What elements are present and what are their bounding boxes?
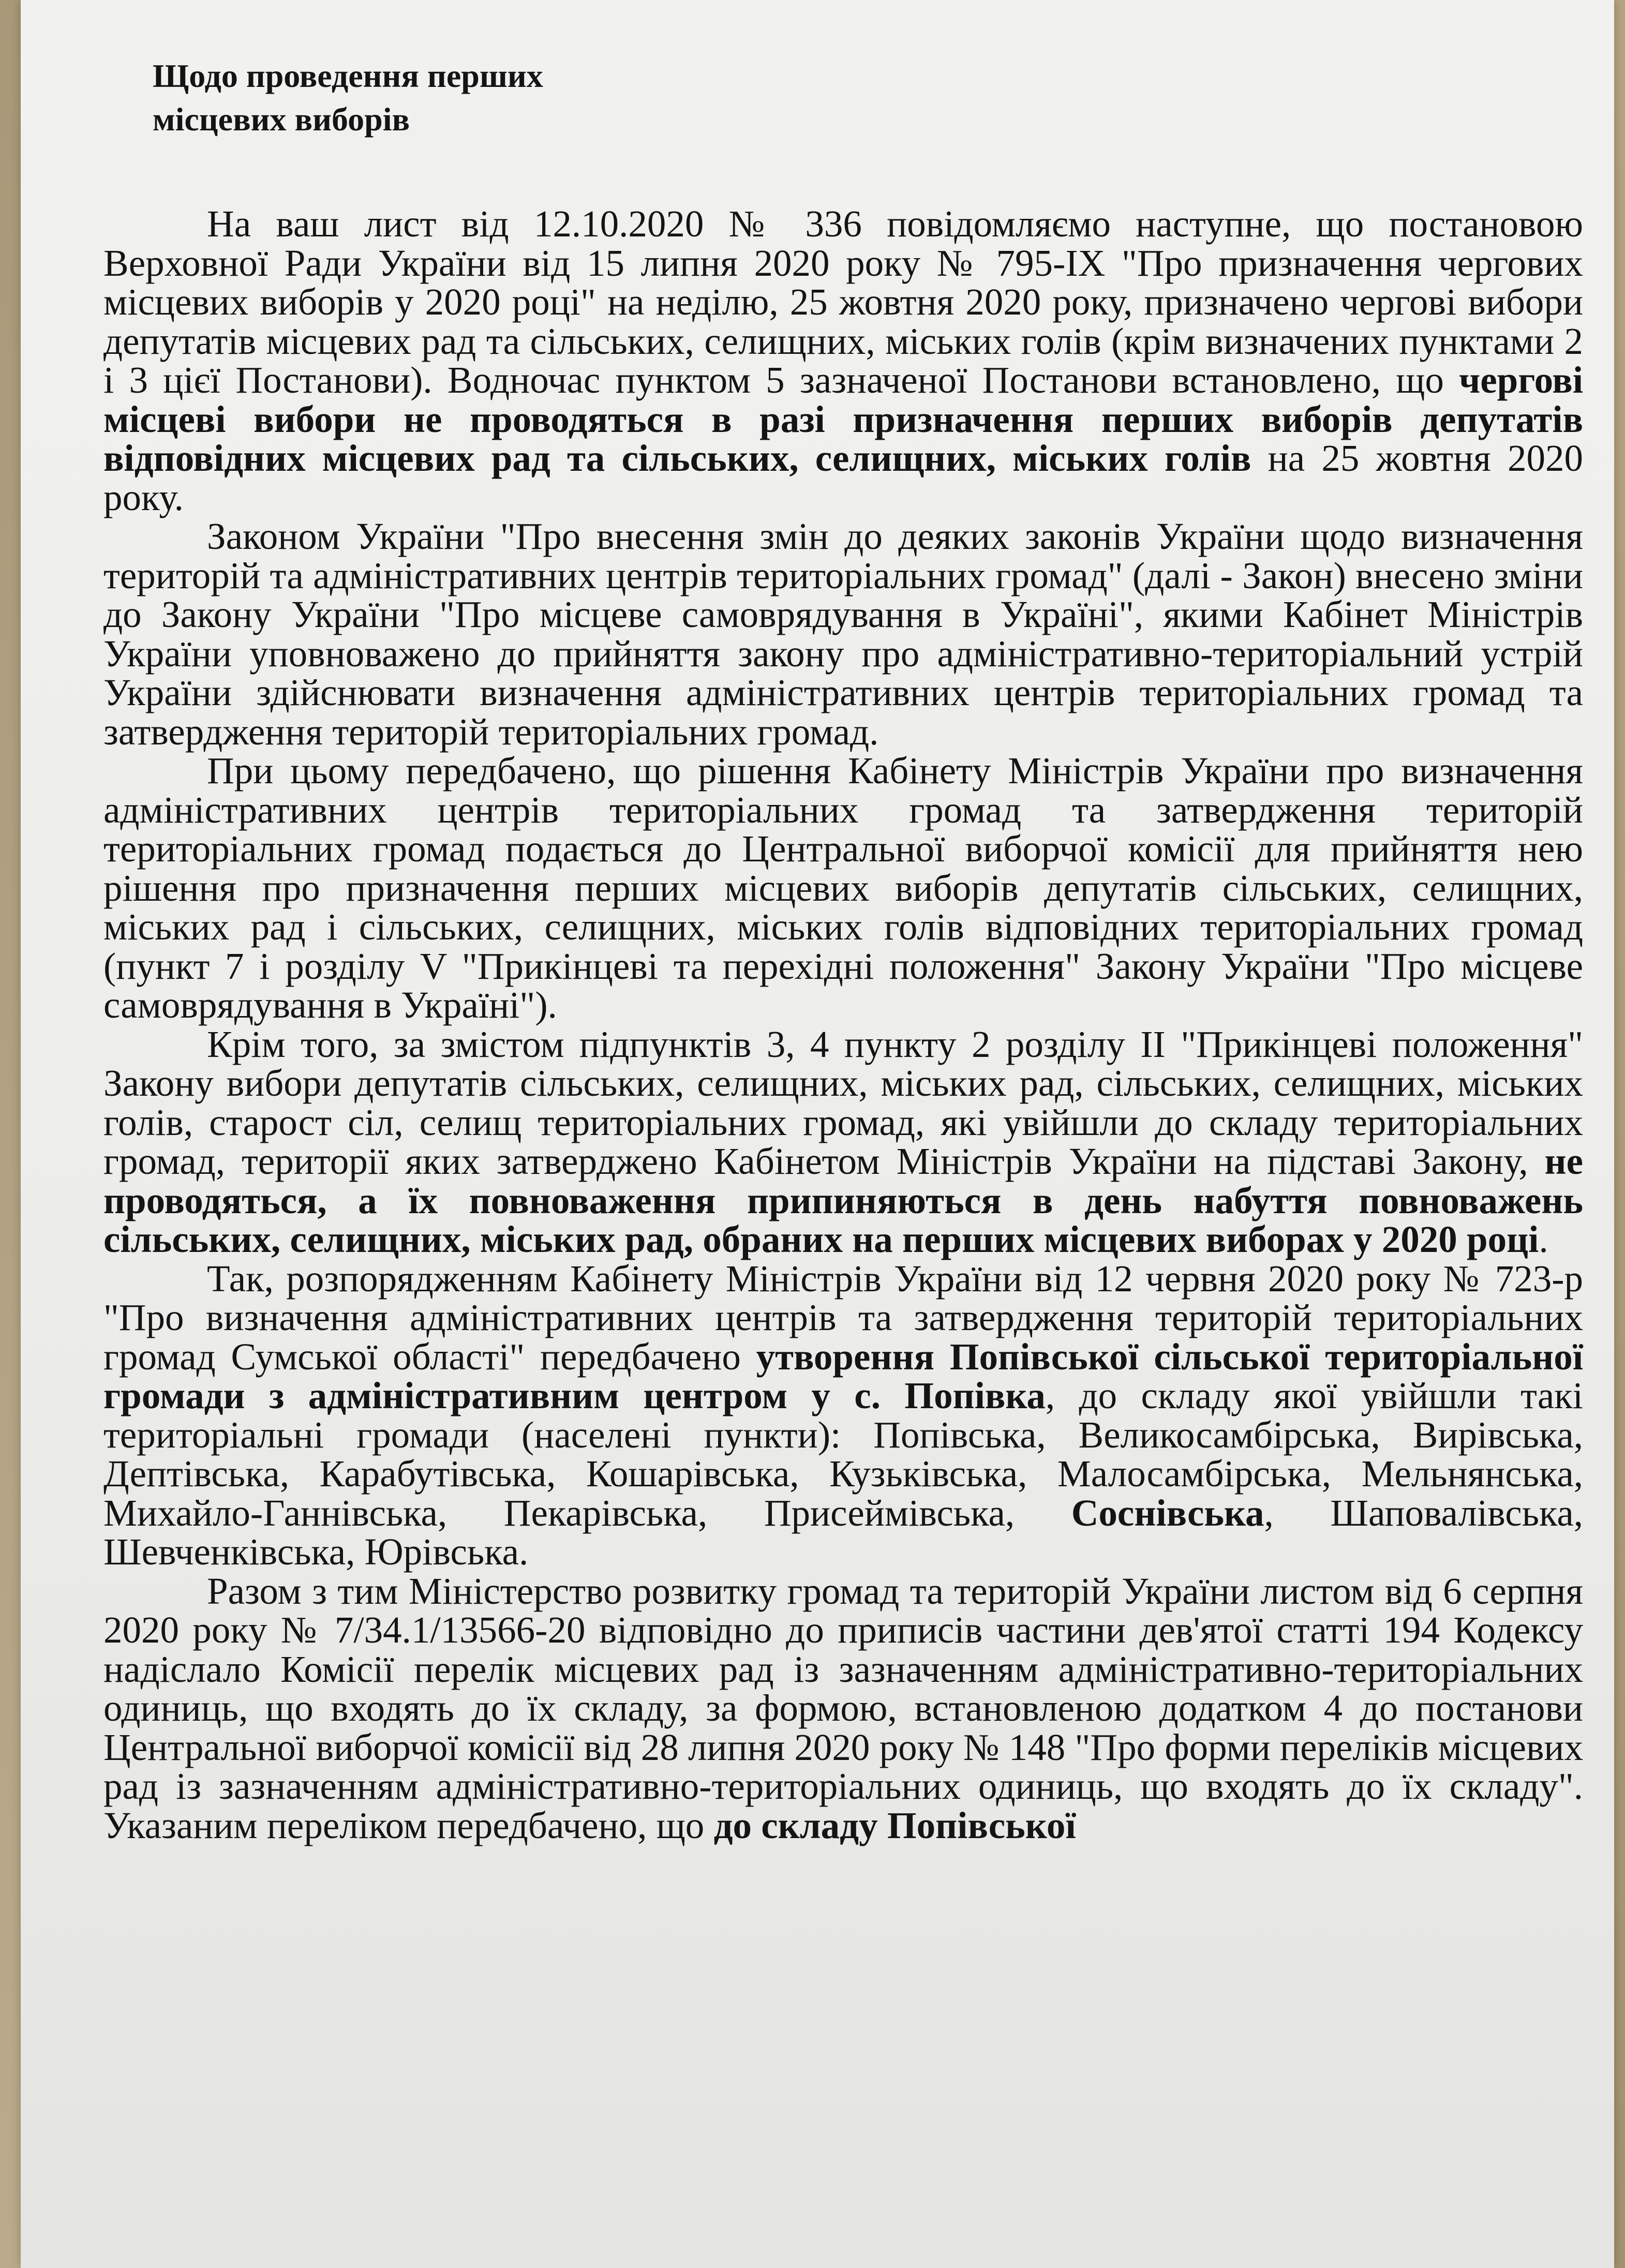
paragraph-4-tail: .: [1539, 1218, 1548, 1260]
paragraph-4-emphasis: не проводяться, а їх повноваження припиняються в день набуття повноважень сільських, селищних, міських рад, обраних на перших місцевих виборах у 2020 році: [103, 1140, 1583, 1260]
subject-line-2: місцевих виборів: [153, 101, 410, 138]
paragraph-4-text: Крім того, за змістом підпунктів 3, 4 пункту 2 розділу II "Прикінцеві положення" Закону вибори депутатів сільських, селищних, міських рад, сільських, селищних, міських голів, старост сіл, селищ територіальних громад, які увійшли до складу територіальних громад, території яких затверджено Кабінетом Міністрів України на підставі Закону,: [103, 1023, 1583, 1182]
paragraph-1-tail: на 25 жовтня 2020 року.: [103, 437, 1583, 518]
document-page: [21, 0, 1614, 2268]
paragraph-4: [103, 1025, 1583, 1259]
letter-body: [103, 204, 1583, 1845]
paragraph-1-emphasis: чергові місцеві вибори не проводяться в разі призначення перших виборів депутатів відповідних місцевих рад та сільських, селищних, міських голів: [103, 359, 1583, 479]
paragraph-6-emphasis: до складу Попівської: [713, 1804, 1076, 1846]
paragraph-5-tail: , Шаповалівська, Шевченківська, Юрівська.: [103, 1491, 1583, 1573]
subject-line-1: Щодо проведення перших: [153, 57, 543, 94]
paragraph-5-emphasis: утворення Попівської сільської територіальної громади з адміністративним центром у с. Попівка: [103, 1335, 1584, 1416]
paragraph-3: [103, 751, 1583, 1025]
letter-subject: [153, 54, 877, 141]
paragraph-3-text: При цьому передбачено, що рішення Кабінету Міністрів України про визначення адміністративних центрів територіальних громад та затвердження територій територіальних громад подається до Центральної виборчої комісії для прийняття нею рішення про призначення перших місцевих виборів депутатів сільських, селищних, міських рад і сільських, селищних, міських голів відповідних територіальних громад (пункт 7 і розділу V "Прикінцеві та перехідні положення" Закону України "Про місцеве самоврядування в Україні").: [103, 750, 1583, 1026]
paragraph-1-text: На ваш лист від 12.10.2020 № 336 повідомляємо наступне, що постановою Верховної Ради України від 15 липня 2020 року № 795-IX "Про призначення чергових місцевих виборів у 2020 році" на неділю, 25 жовтня 2020 року, призначено чергові вибори депутатів місцевих рад та сільських, селищних, міських голів (крім визначених пунктами 2 і 3 цієї Постанови). Водночас пунктом 5 зазначеної Постанови встановлено, що: [103, 203, 1583, 401]
paragraph-2: [103, 517, 1583, 751]
paragraph-5-middle: , до складу якої увійшли такі територіальні громади (населені пункти): Попівська, Великосамбірська, Вирівська, Дептівська, Карабутівська, Кошарівська, Кузьківська, Малосамбірська, Мельнянська, Михайло-Ганнівська, Пекарівська, Присеймівська,: [103, 1375, 1583, 1534]
paragraph-5-emphasis-2: Соснівська: [1071, 1491, 1264, 1534]
paragraph-5-text: Так, розпорядженням Кабінету Міністрів України від 12 червня 2020 року № 723-р "Про визначення адміністративних центрів та затвердження територій територіальних громад Сумської області" передбачено: [103, 1257, 1583, 1378]
paragraph-6: [103, 1572, 1583, 1845]
paragraph-2-text: Законом України "Про внесення змін до деяких законів України щодо визначення територій та адміністративних центрів територіальних громад" (далі - Закон) внесено зміни до Закону України "Про місцеве самоврядування в Україні", якими Кабінет Міністрів України уповноважено до прийняття закону про адміністративно-територіальний устрій України здійснювати визначення адміністративних центрів територіальних громад та затвердження територій територіальних громад.: [103, 515, 1583, 753]
paragraph-5: [103, 1259, 1583, 1572]
paragraph-6-text: Разом з тим Міністерство розвитку громад та територій України листом від 6 серпня 2020 року № 7/34.1/13566-20 відповідно до приписів частини дев'ятої статті 194 Кодексу надіслало Комісії перелік місцевих рад із зазначенням адміністративно-територіальних одиниць, що входять до їх складу, за формою, встановленою додатком 4 до постанови Центральної виборчої комісії від 28 липня 2020 року № 148 "Про форми переліків місцевих рад із зазначенням адміністративно-територіальних одиниць, що входять до їх складу". Указаним переліком передбачено, що: [103, 1570, 1583, 1846]
paragraph-1: [103, 204, 1583, 517]
